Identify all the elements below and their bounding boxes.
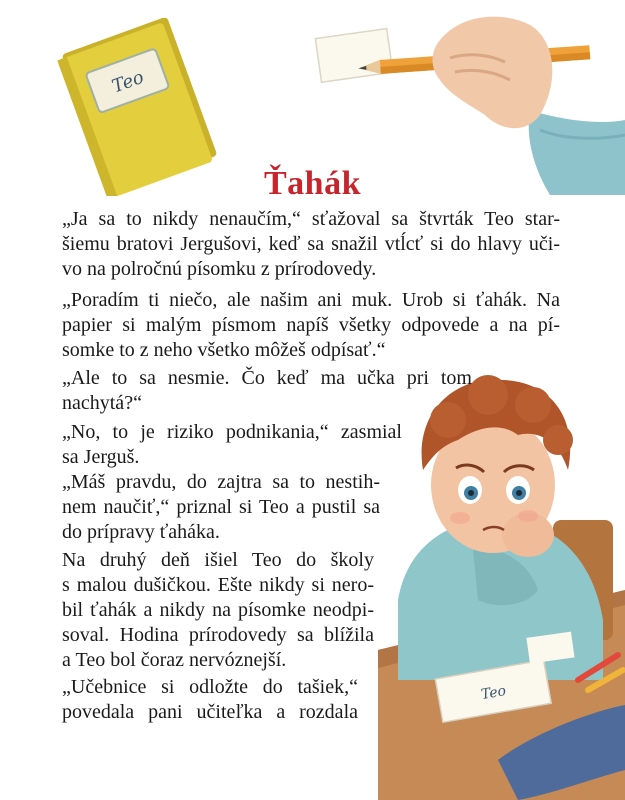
text-line: somke to z neho všetko môžeš odpísať.“ <box>62 339 386 361</box>
text-line: papier si malým písmom napíš všetky odpovede a na pí- <box>62 314 560 336</box>
text-line: Na druhý deň išiel Teo do školy <box>62 549 374 571</box>
text-line: nachytá?“ <box>62 392 142 414</box>
text-line: „Učebnice si odložte do tašiek,“ <box>62 676 358 698</box>
text-line: soval. Hodina prírodovedy sa blížila <box>62 624 374 646</box>
text-line: bil ťahák a nikdy na písomke neodpi- <box>62 599 374 621</box>
text-line: „No, to je riziko podnikania,“ zasmial <box>62 421 402 443</box>
text-line: „Poradím ti niečo, ale našim ani muk. Urob si ťahák. Na <box>62 289 560 311</box>
paragraph <box>62 288 560 363</box>
text-line: „Ja sa to nikdy nenaučím,“ sťažoval sa štvrták Teo star- <box>62 208 560 230</box>
text-line: do prípravy ťaháka. <box>62 521 220 543</box>
text-line: „Ale to sa nesmie. Čo keď ma učka pri tom <box>62 367 472 389</box>
text-line: šiemu bratovi Jergušovi, keď sa snažil vtĺcť si do hlavy uči- <box>62 233 560 255</box>
story-title: Ťahák <box>264 164 361 202</box>
text-line: vo na polročnú písomku z prírodovedy. <box>62 258 377 280</box>
paragraph <box>62 366 472 416</box>
paragraph <box>62 207 560 282</box>
notebook-label: Teo <box>109 66 147 98</box>
text-line: nem naučiť,“ priznal si Teo a pustil sa <box>62 496 380 518</box>
worried-boy-illustration <box>378 350 625 800</box>
desk-tag-label: Teo <box>479 683 508 704</box>
paragraph <box>62 675 358 725</box>
text-line: „Máš pravdu, do zajtra sa to nestih- <box>62 471 380 493</box>
text-line: s malou dušičkou. Ešte nikdy si nero- <box>62 574 374 596</box>
text-line: sa Jerguš. <box>62 446 140 468</box>
paragraph <box>62 470 380 545</box>
paragraph <box>62 548 374 673</box>
text-line: a Teo bol čoraz nervóznejší. <box>62 649 287 671</box>
text-line: povedala pani učiteľka a rozdala <box>62 701 358 723</box>
paragraph <box>62 420 402 470</box>
